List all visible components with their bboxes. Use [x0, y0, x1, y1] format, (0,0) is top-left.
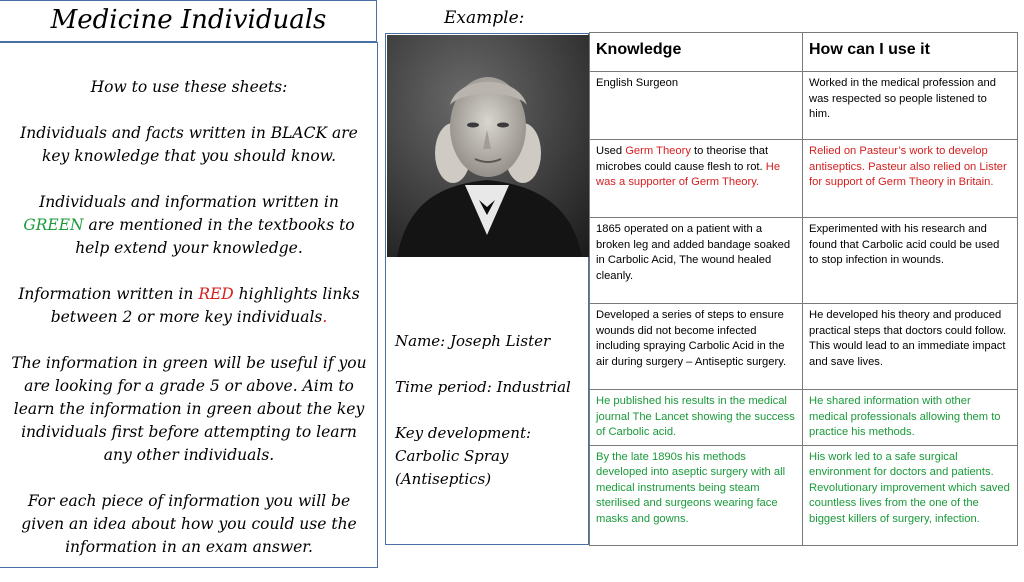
instructions-red-text-b: highlights links between 2 or more key individuals [50, 285, 360, 326]
use-cell: Experimented with his research and found that Carbolic acid could be used to stop infection in wounds. [803, 218, 1018, 304]
knowledge-cell: 1865 operated on a patient with a broken leg and added bandage soaked in Carbolic Acid, The wound healed cleanly. [590, 218, 803, 304]
instructions-heading: How to use these sheets: [90, 78, 288, 96]
knowledge-red-a: Germ Theory [625, 145, 691, 158]
knowledge-cell: He published his results in the medical journal The Lancet showing the success of Carbolic acid. [590, 390, 803, 446]
use-cell: His work led to a safe surgical environment for doctors and patients. Revolutionary improvement which saved countless lives from the one of the biggest killers of surgery, infection. [803, 445, 1018, 545]
header-how-use: How can I use it [803, 33, 1018, 72]
individual-period: Time period: Industrial [395, 378, 571, 396]
knowledge-cell: Developed a series of steps to ensure wounds did not become infected including spraying Carbolic Acid in the air during surgery – Antiseptic surgery. [590, 304, 803, 390]
individual-info [395, 330, 585, 514]
instructions-text [8, 76, 370, 582]
knowledge-text-b: to theorise that microbes could cause flesh to rot. [596, 145, 769, 173]
table-row [590, 72, 1018, 140]
red-word: RED [198, 285, 234, 303]
table-row [590, 140, 1018, 218]
instructions-black: Individuals and facts written in BLACK are key knowledge that you should know. [20, 124, 358, 165]
individual-development: Key development: Carbolic Spray (Antiseptics) [395, 424, 532, 488]
instructions-red [8, 283, 370, 329]
use-cell: Relied on Pasteur’s work to develop antiseptics. Pasteur also relied on Lister for support of Germ Theory in Britain. [803, 140, 1018, 218]
instructions-green-text-a: Individuals and information written in [39, 193, 339, 211]
instructions-exam: For each piece of information you will be given an idea about how you could use the information in an exam answer. [21, 492, 357, 556]
instructions-red-text-a: Information written in [18, 285, 199, 303]
red-dot: . [322, 308, 328, 326]
page-title: Medicine Individuals [50, 5, 327, 35]
table-row [590, 218, 1018, 304]
table-row [590, 445, 1018, 545]
knowledge-cell: By the late 1890s his methods developed into aseptic surgery with all medical instruments being steam sterilised and surgeons wearing face masks and gowns. [590, 445, 803, 545]
table-header-row [590, 33, 1018, 72]
knowledge-cell: English Surgeon [590, 72, 803, 140]
knowledge-cell [590, 140, 803, 218]
green-word: GREEN [23, 216, 84, 234]
table-row [590, 390, 1018, 446]
header-knowledge: Knowledge [590, 33, 803, 72]
knowledge-red-b: He was a supporter of Germ Theory. [596, 160, 781, 189]
knowledge-text-a: Used [596, 145, 626, 158]
table-row [590, 304, 1018, 390]
instructions-grade: The information in green will be useful if you are looking for a grade 5 or above. Aim to learn the information in green about the key individuals first before attempting to learn any other individuals. [11, 354, 367, 464]
portrait-image [387, 35, 589, 257]
instructions-green-text-b: are mentioned in the textbooks to help extend your knowledge. [75, 216, 355, 257]
individual-name: Name: Joseph Lister [395, 332, 551, 350]
use-cell: He developed his theory and produced practical steps that doctors could follow. This would lead to an immediate impact and save lives. [803, 304, 1018, 390]
portrait-photo [387, 35, 589, 257]
use-cell: Worked in the medical profession and was respected so people listened to him. [803, 72, 1018, 140]
knowledge-table [589, 32, 1018, 546]
example-label: Example: [444, 8, 525, 28]
instructions-green [8, 191, 370, 260]
use-cell: He shared information with other medical professionals allowing them to practice his methods. [803, 390, 1018, 446]
